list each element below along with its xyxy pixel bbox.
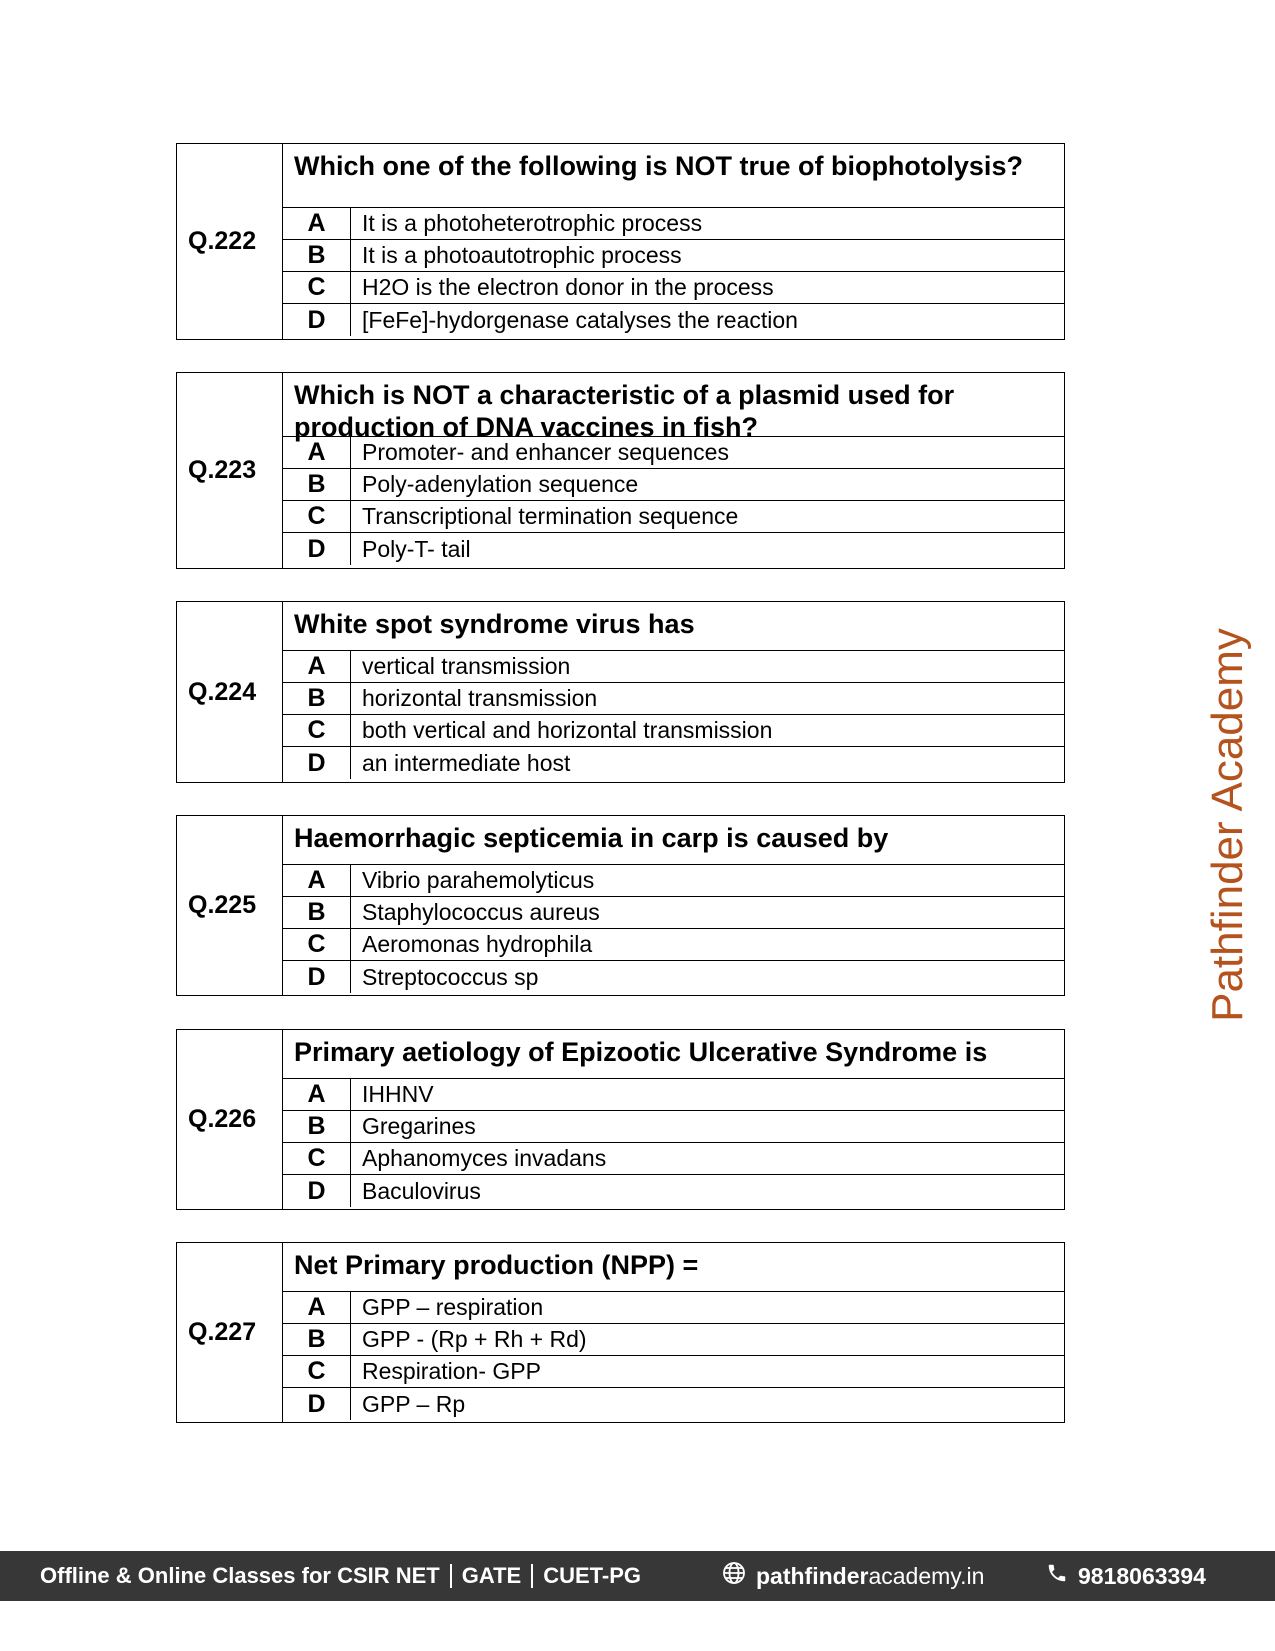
option-letter: C [283,929,351,960]
question-stem: Haemorrhagic septicemia in carp is caused by [283,816,1064,865]
question-number: Q.226 [177,1030,283,1209]
option-letter: B [283,240,351,271]
footer-website[interactable] [722,1561,984,1591]
option-row [283,1111,1064,1143]
option-letter: A [283,865,351,896]
option-text: Transcriptional termination sequence [362,503,739,529]
option-text: horizontal transmission [362,685,598,711]
question-table [176,601,1065,783]
option-row [283,1388,1064,1420]
option-row [283,683,1064,715]
option-row [283,533,1064,565]
option-text: Poly-adenylation sequence [362,471,639,497]
option-letter: B [283,1324,351,1355]
option-letter: B [283,897,351,928]
tagline-classes: Offline & Online Classes for CSIR NET [40,1563,440,1588]
option-letter: C [283,1356,351,1387]
option-text: an intermediate host [362,749,571,776]
question-body [283,1030,1064,1209]
question-table [176,1242,1065,1423]
option-text: It is a photoautotrophic process [362,242,682,268]
footer-tagline [40,1563,641,1589]
option-text: It is a photoheterotrophic process [362,210,703,236]
question-stem: Primary aetiology of Epizootic Ulcerative Syndrome is [283,1030,1064,1079]
option-text: Aeromonas hydrophila [362,931,593,957]
option-text: IHHNV [362,1081,434,1107]
option-letter: D [283,747,351,779]
question-number: Q.222 [177,144,283,339]
tagline-cuet: CUET-PG [543,1563,642,1588]
footer-phone[interactable] [1046,1562,1206,1590]
option-text: Vibrio parahemolyticus [362,867,595,893]
option-text: Promoter- and enhancer sequences [362,439,729,465]
option-letter: C [283,272,351,303]
option-row [283,1324,1064,1356]
option-row [283,272,1064,304]
website-name-bold: pathfinder [756,1562,869,1589]
option-text: GPP – respiration [362,1294,544,1320]
option-text: vertical transmission [362,653,571,679]
tagline-gate: GATE [461,1563,522,1588]
question-table [176,815,1065,996]
option-row [283,1356,1064,1388]
option-text: Gregarines [362,1113,476,1139]
question-table [176,372,1065,569]
option-row [283,469,1064,501]
divider [531,1564,533,1588]
option-text: Respiration- GPP [362,1358,541,1384]
question-stem: Which one of the following is NOT true of biophotolysis? [283,144,1064,208]
option-text: Staphylococcus aureus [362,899,600,925]
option-row [283,865,1064,897]
question-body [283,373,1064,568]
option-row [283,208,1064,240]
option-letter: A [283,1079,351,1110]
option-text: Baculovirus [362,1177,481,1204]
phone-icon [1046,1562,1078,1590]
question-number: Q.225 [177,816,283,995]
option-row [283,747,1064,779]
option-text: GPP - (Rp + Rh + Rd) [362,1326,587,1352]
option-letter: A [283,651,351,682]
option-letter: C [283,715,351,746]
option-letter: A [283,1292,351,1323]
option-row [283,929,1064,961]
question-stem: Which is NOT a characteristic of a plasmid used for production of DNA vaccines in fish? [283,373,1064,437]
option-letter: D [283,1175,351,1207]
option-row [283,501,1064,533]
question-body [283,816,1064,995]
globe-icon [722,1561,756,1591]
option-letter: D [283,304,351,336]
option-text: both vertical and horizontal transmission [362,717,773,743]
footer-bar [0,1551,1275,1601]
question-stem: White spot syndrome virus has [283,602,1064,651]
option-row [283,715,1064,747]
option-letter: D [283,1388,351,1420]
question-body [283,1243,1064,1422]
option-text: H2O is the electron donor in the process [362,274,774,300]
option-letter: D [283,961,351,993]
question-table [176,1029,1065,1210]
option-row [283,1175,1064,1207]
option-row [283,897,1064,929]
question-stem: Net Primary production (NPP) = [283,1243,1064,1292]
option-letter: A [283,208,351,239]
option-letter: C [283,1143,351,1174]
option-text: Poly-T- tail [362,535,471,562]
option-letter: A [283,437,351,468]
option-row [283,1079,1064,1111]
option-row [283,240,1064,272]
option-row [283,961,1064,993]
option-letter: B [283,469,351,500]
question-number: Q.227 [177,1243,283,1422]
option-text: Aphanomyces invadans [362,1145,607,1171]
watermark: Pathfinder Academy [1203,628,1252,1022]
question-body [283,602,1064,782]
option-row [283,651,1064,683]
option-letter: B [283,683,351,714]
option-letter: D [283,533,351,565]
option-row [283,1292,1064,1324]
option-text: Streptococcus sp [362,963,539,990]
option-text: [FeFe]-hydorgenase catalyses the reaction [362,306,798,333]
divider [450,1564,452,1588]
option-row [283,304,1064,336]
question-body [283,144,1064,339]
question-table [176,143,1065,340]
question-number: Q.224 [177,602,283,782]
website-name-light: academy.in [868,1562,985,1589]
option-row [283,1143,1064,1175]
option-text: GPP – Rp [362,1390,466,1417]
option-row [283,437,1064,469]
phone-number: 9818063394 [1078,1562,1206,1589]
question-number: Q.223 [177,373,283,568]
option-letter: C [283,501,351,532]
option-letter: B [283,1111,351,1142]
